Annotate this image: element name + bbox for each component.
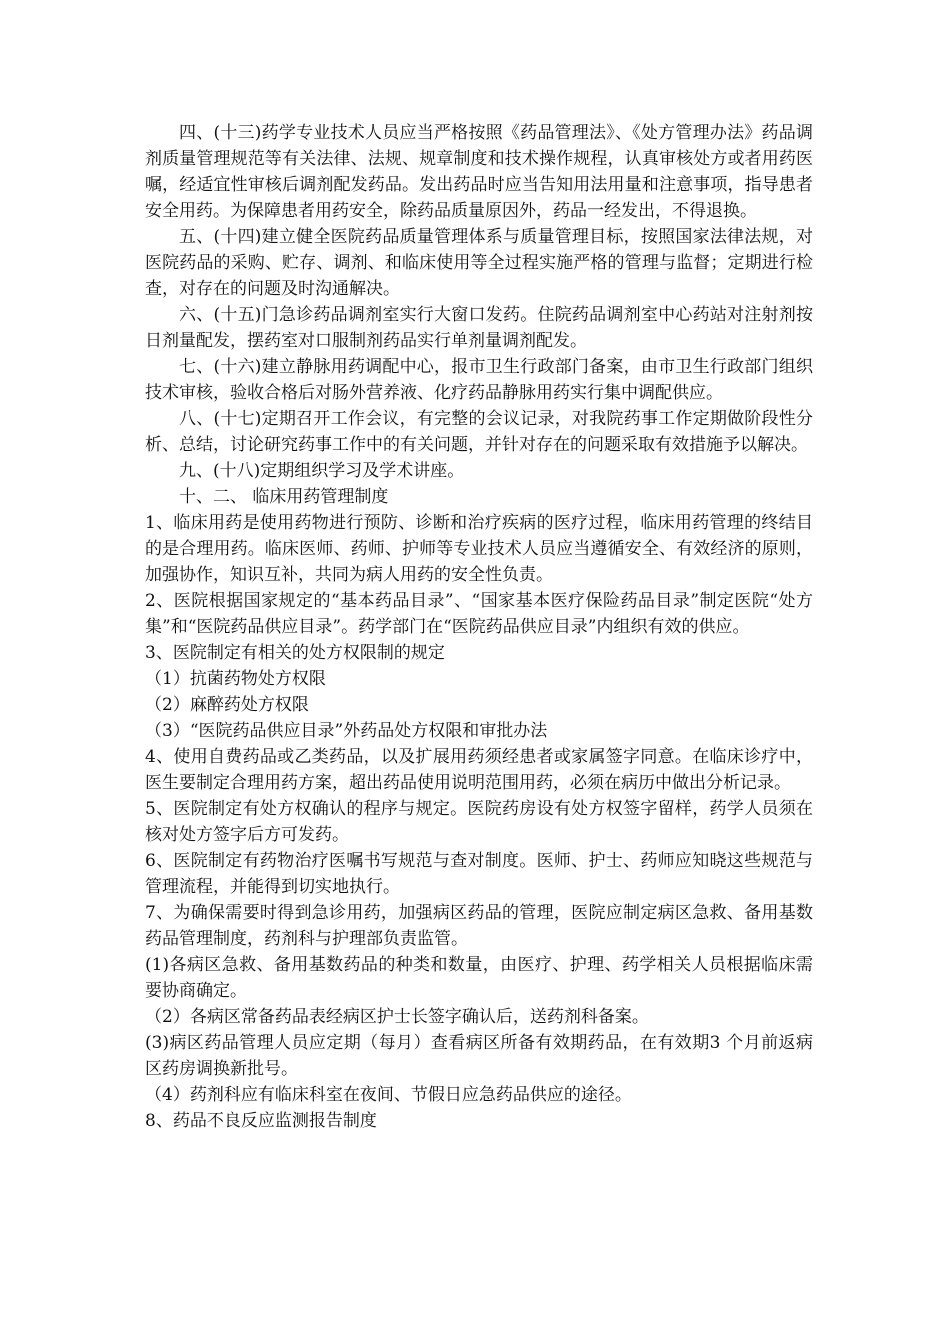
item-3: 3、医院制定有相关的处方权限制的规定 xyxy=(145,643,445,663)
paragraph-16: 七、(十六)建立静脉用药调配中心，报市卫生行政部门备案，由市卫生行政部门组织技术审核，验收合格后对肠外营养液、化疗药品静脉用药实行集中调配供应。 xyxy=(145,357,813,403)
item-8: 8、药品不良反应监测报告制度 xyxy=(145,1111,377,1131)
paragraph-18: 九、(十八)定期组织学习及学术讲座。 xyxy=(179,461,465,481)
item-4: 4、使用自费药品或乙类药品，以及扩展用药须经患者或家属签字同意。在临床诊疗中，医生要制定合理用药方案，超出药品使用说明范围用药，必须在病历中做出分析记录。 xyxy=(145,747,813,793)
item-7-sub-1: (1)各病区急救、备用基数药品的种类和数量，由医疗、护理、药学相关人员根据临床需要协商确定。 xyxy=(145,955,813,1001)
item-5: 5、医院制定有处方权确认的程序与规定。医院药房设有处方权签字留样，药学人员须在核对处方签字后方可发药。 xyxy=(145,799,813,845)
item-3-sub-2: （2）麻醉药处方权限 xyxy=(145,695,309,715)
paragraph-14: 五、(十四)建立健全医院药品质量管理体系与质量管理目标，按照国家法律法规，对医院药品的采购、贮存、调剂、和临床使用等全过程实施严格的管理与监督；定期进行检查，对存在的问题及时沟通解决。 xyxy=(145,227,813,299)
document-page xyxy=(145,120,813,1134)
item-7-sub-3: (3)病区药品管理人员应定期（每月）查看病区所备有效期药品，在有效期3 个月前返病区药房调换新批号。 xyxy=(145,1033,813,1079)
item-7-sub-2: （2）各病区常备药品表经病区护士长签字确认后，送药剂科备案。 xyxy=(145,1007,649,1027)
item-7-sub-4: （4）药剂科应有临床科室在夜间、节假日应急药品供应的途径。 xyxy=(145,1085,632,1105)
paragraph-15: 六、(十五)门急诊药品调剂室实行大窗口发药。住院药品调剂室中心药站对注射剂按日剂量配发，摆药室对口服制剂药品实行单剂量调剂配发。 xyxy=(145,305,813,351)
item-1: 1、临床用药是使用药物进行预防、诊断和治疗疾病的医疗过程，临床用药管理的终结目的是合理用药。临床医师、药师、护师等专业技术人员应当遵循安全、有效经济的原则，加强协作，知识互补，共同为病人用药的安全性负责。 xyxy=(145,513,813,585)
item-2: 2、医院根据国家规定的“基本药品目录”、“国家基本医疗保险药品目录”制定医院“处方集”和“医院药品供应目录”。药学部门在“医院药品供应目录”内组织有效的供应。 xyxy=(145,591,813,637)
item-6: 6、医院制定有药物治疗医嘱书写规范与查对制度。医师、护士、药师应知晓这些规范与管理流程，并能得到切实地执行。 xyxy=(145,851,813,897)
section-heading: 十、二、 临床用药管理制度 xyxy=(179,487,389,507)
item-3-sub-3: （3）“医院药品供应目录”外药品处方权限和审批办法 xyxy=(145,721,548,741)
paragraph-13: 四、(十三)药学专业技术人员应当严格按照《药品管理法》、《处方管理办法》药品调剂质量管理规范等有关法律、法规、规章制度和技术操作规程，认真审核处方或者用药医嘱，经适宜性审核后调剂配发药品。发出药品时应当告知用法用量和注意事项，指导患者安全用药。为保障患者用药安全，除药品质量原因外，药品一经发出，不得退换。 xyxy=(145,123,813,221)
item-7: 7、为确保需要时得到急诊用药，加强病区药品的管理，医院应制定病区急救、备用基数药品管理制度，药剂科与护理部负责监管。 xyxy=(145,903,813,949)
paragraph-17: 八、(十七)定期召开工作会议，有完整的会议记录，对我院药事工作定期做阶段性分析、总结，讨论研究药事工作中的有关问题，并针对存在的问题采取有效措施予以解决。 xyxy=(145,409,813,455)
item-3-sub-1: （1）抗菌药物处方权限 xyxy=(145,669,326,689)
